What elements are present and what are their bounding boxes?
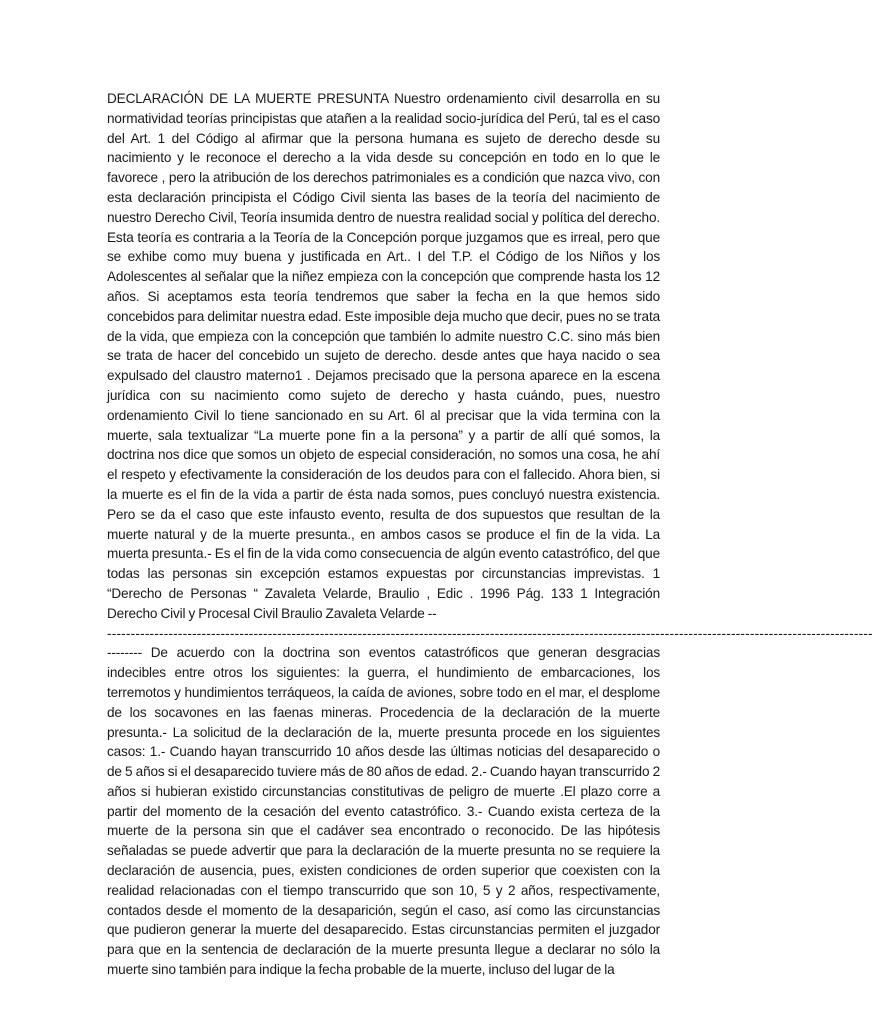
paragraph-1: DECLARACIÓN DE LA MUERTE PRESUNTA Nuestro ordenamiento civil desarrolla en su normatividad teorías principistas que atañen a la realidad socio-jurídica del Perú, tal es el caso del Art. 1 del Código al afirmar que la persona humana es sujeto de derecho desde su nacimiento y le reconoce el derecho a la vida desde su concepción en todo en lo que le favorece , pero la atribución de los derechos patrimoniales es a condición que nazca vivo, con esta declaración principista el Código Civil sienta las bases de la teoría del nacimiento de nuestro Derecho Civil, Teoría insumida dentro de nuestra realidad social y política del derecho. Esta teoría es contraria a la Teoría de la Concepción porque juzgamos que es irreal, pero que se exhibe como muy buena y justificada en Art.. I del T.P. el Código de los Niños y los Adolescentes al señalar que la niñez empieza con la concepción que comprende hasta los 12 años. Si aceptamos esta teoría tendremos que saber la fecha en la que hemos sido concebidos para delimitar nuestra edad. Este imposible deja mucho que decir, pues no se trata de la vida, que empieza con la concepción que también lo admite nuestro C.C. sino más bien se trata de hacer del concebido un sujeto de derecho. desde antes que haya nacido o sea expulsado del claustro materno1 . Dejamos precisado que la persona aparece en la escena jurídica con su nacimiento como sujeto de derecho y hasta cuándo, pues, nuestro ordenamiento Civil lo tiene sancionado en su Art. 6l al precisar que la vida termina con la muerte, sala textualizar “La muerte pone fin a la persona” y a partir de allí qué somos, la doctrina nos dice que somos un objeto de especial consideración, no somos una cosa, he ahí el respeto y efectivamente la consideración de los deudos para con el fallecido. Ahora bien, si la muerte es el fin de la vida a partir de ésta nada somos, pues concluyó nuestra existencia. Pero se da el caso que este infausto evento, resulta de dos supuestos que resultan de la muerte natural y de la muerte presunta., en ambos casos se produce el fin de la vida. La muerta presunta.- Es el fin de la vida como consecuencia de algún evento catastrófico, del que todas las personas sin excepción estamos expuestas por circunstancias imprevistas. 1 “Derecho de Personas “ Zavaleta Velarde, Braulio , Edic . 1996 Pág. 133 1 Integración Derecho Civil y Procesal Civil Braulio Zavaleta Velarde -- — [107, 91, 660, 621]
document-page — [107, 89, 873, 980]
paragraph-2: -------- De acuerdo con la doctrina son eventos catastróficos que generan desgracias indecibles entre otros los siguientes: la guerra, el hundimiento de embarcaciones, los terremotos y hundimientos terráqueos, la caída de aviones, sobre todo en el mar, el desplome de los socavones en las faenas mineras. Procedencia de la declaración de la muerte presunta.- La solicitud de la declaración de la, muerte presunta procede en los siguientes casos: 1.- Cuando hayan transcurrido 10 años desde las últimas noticias del desaparecido o de 5 años si el desaparecido tuviere más de 80 años de edad. 2.- Cuando hayan transcurrido 2 años si hubieran existido circunstancias constitutivas de peligro de muerte .El plazo corre a partir del momento de la cesación del evento catastrófico. 3.- Cuando exista certeza de la muerte de la persona sin que el cadáver sea encontrado o reconocido. De las hipótesis señaladas se puede advertir que para la declaración de la muerte presunta no se requiere la declaración de ausencia, pues, existen condiciones de orden superior que coexisten con la realidad relacionadas con el tiempo transcurrido que son 10, 5 y 2 años, respectivamente, contados desde el momento de la desaparición, según el caso, así como las circunstancias que pudieron generar la muerte del desaparecido. Estas circunstancias permiten el juzgador para que en la sentencia de declaración de la muerte presunta llegue a declarar no sólo la muerte sino también para indique la fecha probable de la muerte, incluso del lugar de la — [107, 645, 660, 978]
dash-separator: ------------------------------------------------------------------------------------------------------------------------------------------------------------------ — [107, 625, 873, 641]
